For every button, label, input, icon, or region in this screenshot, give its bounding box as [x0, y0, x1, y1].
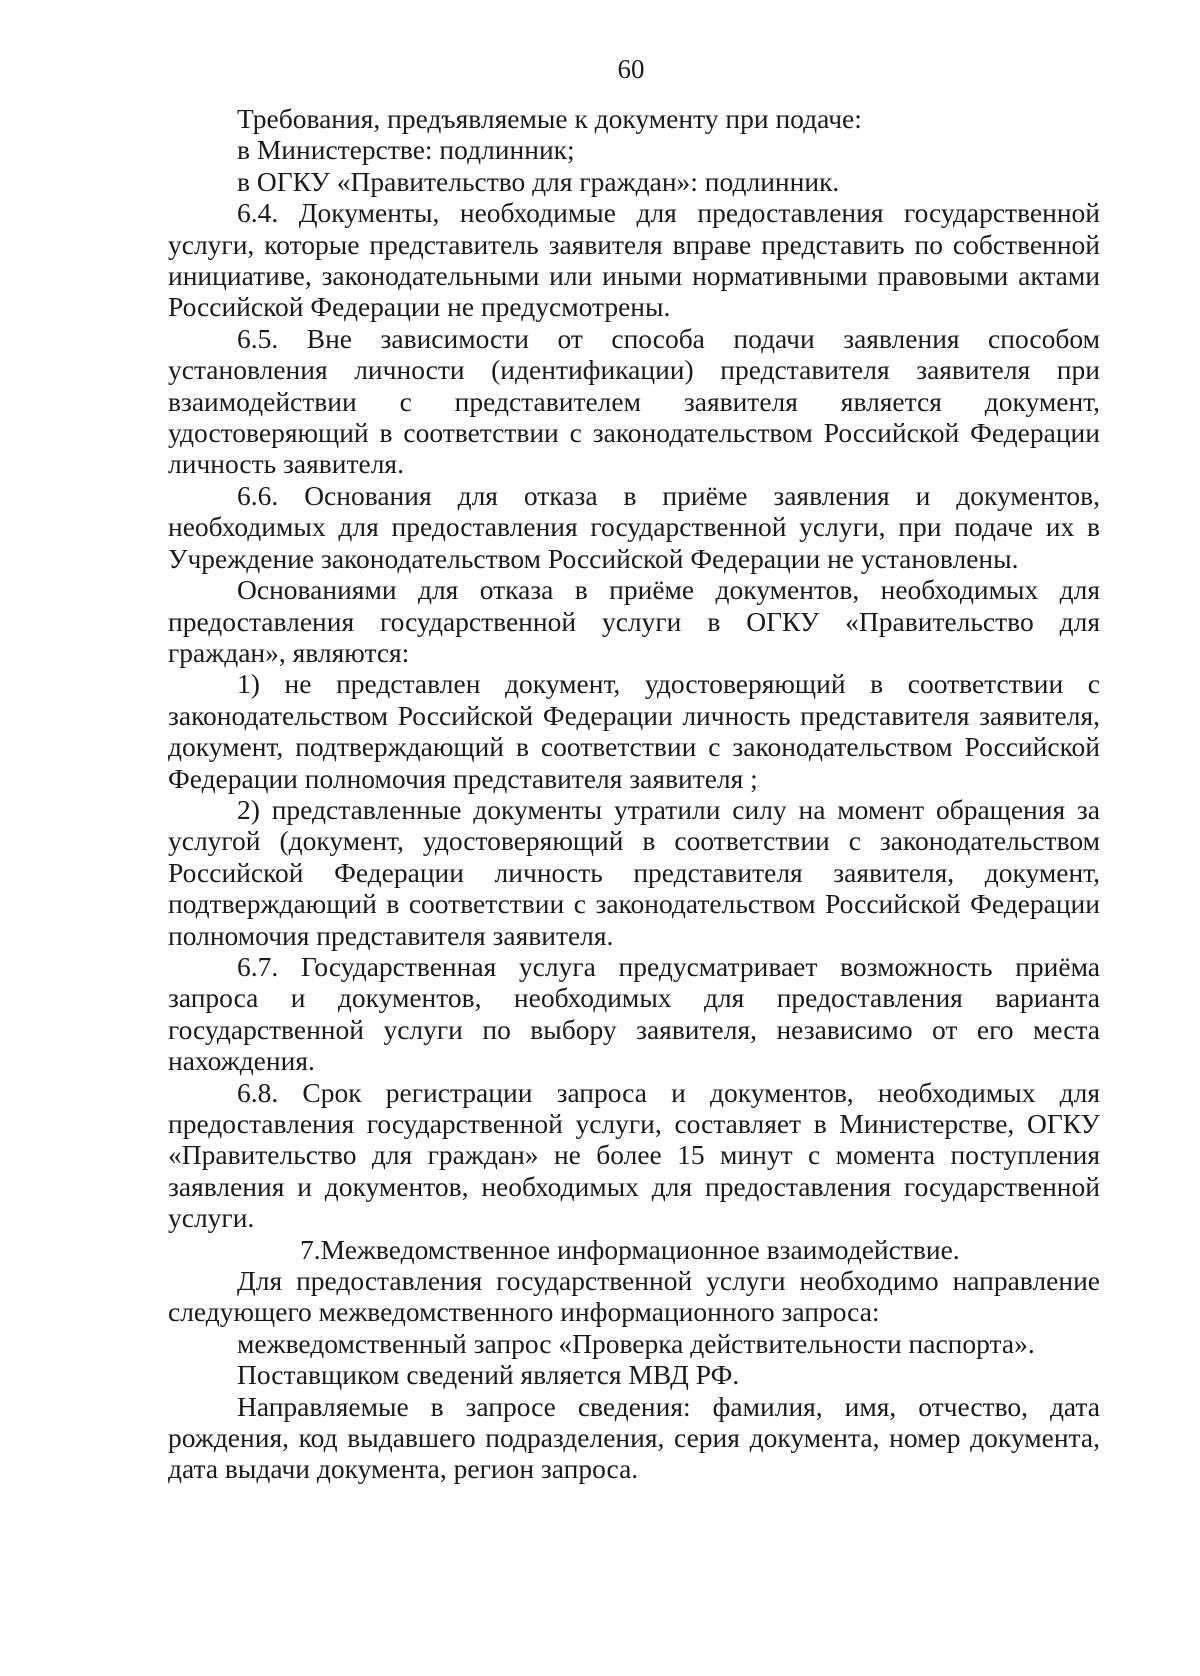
paragraph-6-4: 6.4. Документы, необходимые для предоставления государственной услуги, которые представитель заявителя вправе представить по собственной инициативе, законодательными или иными нормативными правовыми актами Российской Федерации не предусмотрены.	[168, 197, 1100, 323]
document-body	[168, 103, 1100, 1485]
paragraph-passport-check: межведомственный запрос «Проверка действительности паспорта».	[237, 1327, 1035, 1359]
paragraph-request-fields: Направляемые в запросе сведения: фамилия, имя, отчество, дата рождения, код выдавшего подразделения, серия документа, номер документа, дата выдачи документа, регион запроса.	[168, 1390, 1100, 1485]
paragraph-provider: Поставщиком сведений является МВД РФ.	[237, 1359, 740, 1391]
page-number: 60	[617, 54, 645, 84]
paragraph-interagency-request: Для предоставления государственной услуги необходимо направление следующего межведомственного информационного запроса:	[168, 1265, 1100, 1328]
paragraph-ground-2: 2) представленные документы утратили силу на момент обращения за услугой (документ, удостоверяющий в соответствии с законодательством Российской Федерации личность представителя заявителя, документ, подтверждающий в соответствии с законодательством Российской Федерации полномочия представителя заявителя.	[168, 793, 1100, 951]
paragraph-requirements: Требования, предъявляемые к документу при подаче:	[237, 103, 862, 134]
paragraph-6-6: 6.6. Основания для отказа в приёме заявления и документов, необходимых для предоставления государственной услуги, при подаче их в Учреждение законодательством Российской Федерации не установлены.	[168, 479, 1100, 574]
paragraph-refusal-grounds: Основаниями для отказа в приёме документов, необходимых для предоставления государственной услуги в ОГКУ «Правительство для граждан», являются:	[168, 574, 1100, 668]
paragraph-6-7: 6.7. Государственная услуга предусматривает возможность приёма запроса и документов, необходимых для предоставления варианта государственной услуги по выбору заявителя, независимо от его места нахождения.	[168, 950, 1100, 1077]
paragraph-ministry-original: в Министерстве: подлинник;	[237, 134, 575, 166]
paragraph-ground-1: 1) не представлен документ, удостоверяющий в соответствии с законодательством Российской Федерации личность представителя заявителя, документ, подтверждающий в соответствии с законодательством Российской Федерации полномочия представителя заявителя ;	[168, 668, 1100, 794]
section-heading-7: 7.Межведомственное информационное взаимодействие.	[300, 1233, 960, 1265]
paragraph-6-5: 6.5. Вне зависимости от способа подачи заявления способом установления личности (идентификации) представителя заявителя при взаимодействии с представителем заявителя является документ, удостоверяющий в соответствии с законодательством Российской Федерации личность заявителя.	[168, 322, 1100, 480]
paragraph-ogku-original: в ОГКУ «Правительство для граждан»: подлинник.	[237, 165, 840, 197]
paragraph-6-8: 6.8. Срок регистрации запроса и документов, необходимых для предоставления государственной услуги, составляет в Министерстве, ОГКУ «Правительство для граждан» не более 15 минут с момента поступления заявления и документов, необходимых для предоставления государственной услуги.	[168, 1076, 1100, 1234]
